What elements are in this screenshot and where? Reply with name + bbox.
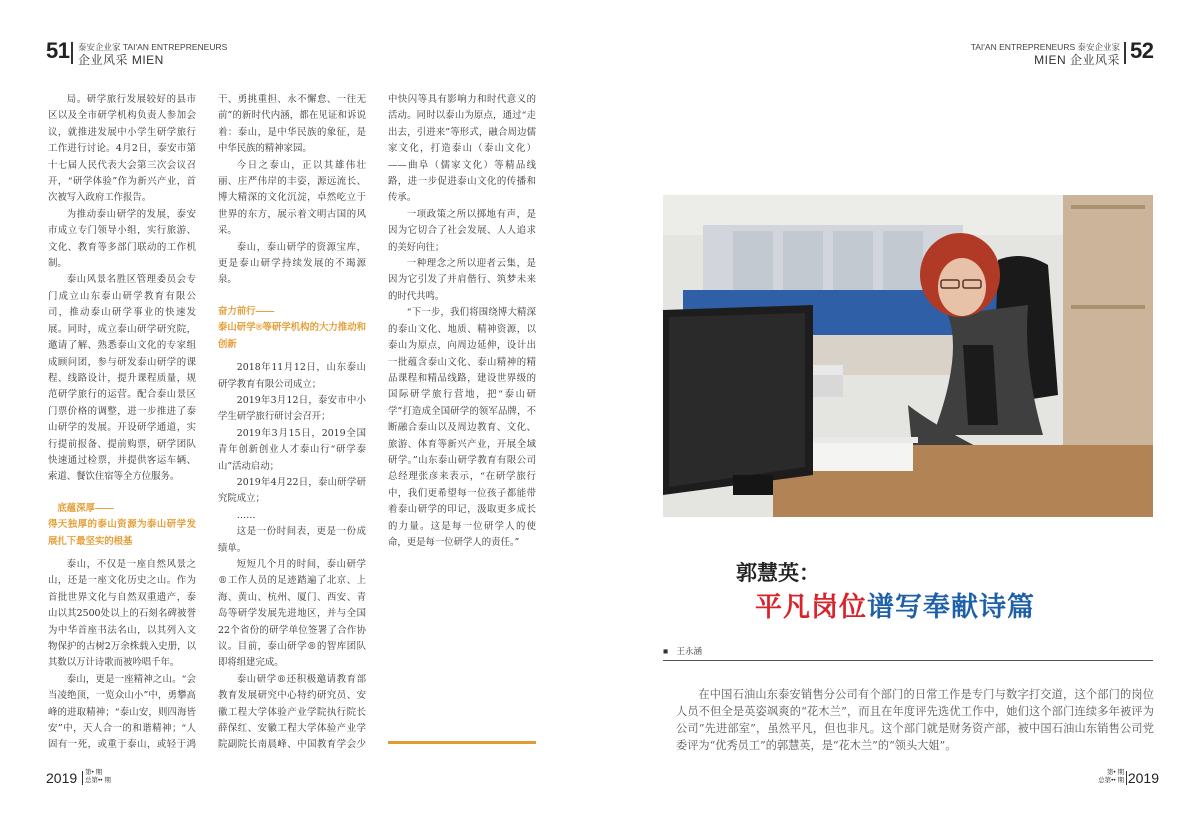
issue-number: 第• 期 bbox=[1106, 769, 1124, 776]
article-end-rule bbox=[388, 741, 536, 744]
footer-year-right bbox=[1119, 770, 1159, 786]
paragraph: 泰山，更是一座精神之山。“会当凌绝顶，一览众山小”中，勇攀高峰的进取精神；“泰山安，则四海皆安”中，天人合一的和谐精神；“人固有一死，或重于泰山，或轻于鸿 bbox=[48, 673, 196, 751]
subhead-title: 奋力前行—— bbox=[218, 304, 275, 316]
subhead-title: 底蕴深厚—— bbox=[57, 501, 114, 513]
footer-year-left bbox=[46, 770, 77, 786]
header-divider-left bbox=[71, 42, 73, 64]
paragraph: 泰山研学®还积极邀请教育部教育发展研究中心特约研究员、安徽工程大学体验产业学院执行院长薛保红、安徽工程大学体验产业学院副院长南晨峰、中国教育学会少 bbox=[218, 673, 366, 751]
paragraph bbox=[388, 551, 536, 552]
headline-blue-part: 谱写奉献诗篇 bbox=[867, 592, 1035, 623]
section-label-right: MIEN 企业风采 bbox=[1034, 53, 1120, 67]
office-scene-illustration bbox=[663, 195, 1153, 517]
byline-rule bbox=[663, 660, 1153, 661]
paragraph: 这是一份时间表，更是一份成绩单。 bbox=[218, 526, 366, 554]
byline bbox=[663, 645, 702, 657]
total-issue-number: 总第•• 期 bbox=[1098, 777, 1124, 784]
magazine-name-left: 泰安企业家 TAI'AN ENTREPRENEURS bbox=[78, 42, 228, 52]
section-subhead bbox=[218, 303, 366, 352]
section-label-left: 企业风采 MIEN bbox=[78, 53, 164, 67]
paragraph: 2019年4月22日，泰山研学研究院成立； bbox=[218, 476, 366, 505]
footer-divider-left bbox=[82, 771, 83, 785]
paragraph: …… bbox=[236, 509, 256, 521]
headline-red-part: 平凡岗位 bbox=[755, 592, 867, 623]
paragraph: 泰山，不仅是一座自然风景之山，还是一座文化历史之山。作为首批世界文化与自然双重遗产，泰山以其2500处以上的石刻名碑被誉为中华首座书法名山，以其列入文物保护的古树2万余株载入史册，以其数以万计诗歌而被吟唱千年。 bbox=[48, 558, 196, 669]
article-headline bbox=[755, 585, 1035, 624]
paragraph: 中快闪等具有影响力和时代意义的活动。同时以泰山为原点，通过“走出去，引进来”等形式，融合周边儒家文化，打造泰山（泰山文化）——曲阜（儒家文化）等精品线路，进一步促进泰山文化的传播和传承。 bbox=[388, 94, 536, 204]
paragraph: 2018年11月12日，山东泰山研学教育有限公司成立； bbox=[218, 362, 366, 390]
footer-year: 2019 bbox=[46, 770, 78, 786]
article-name-heading: 郭慧英： bbox=[736, 560, 820, 585]
article-column-3 bbox=[388, 92, 536, 552]
paragraph: 泰山风景名胜区管理委员会专门成立山东泰山研学教育有限公司，推动泰山研学事业的快速发展。同时，成立泰山研学研究院，邀请了解、熟悉泰山文化的专家组成顾问团，参与研发泰山研学的课程、线路设计，提升课程质量，规范研学旅行的运营。配合泰山景区门票价格的调整，进一步推进了泰山研学的发展。开设研学通道，实行提前报备、提前购票，研学团队快速通过检票，并提供客运车辆、索道、餐饮住宿等全方位服务。 bbox=[48, 274, 196, 483]
article-column-1 bbox=[48, 92, 196, 752]
magazine-name-right: TAI'AN ENTREPRENEURS 泰安企业家 bbox=[970, 42, 1120, 52]
author-name: 王永涵 bbox=[676, 646, 703, 656]
portrait-photo bbox=[663, 195, 1153, 517]
page-number-left: 51 bbox=[46, 38, 70, 63]
footer-issue-left bbox=[85, 769, 111, 785]
paragraph: 为推动泰山研学的发展，泰安市成立专门领导小组，实行旅游、文化、教育等多部门联动的工作机制。 bbox=[48, 208, 196, 270]
paragraph: 短短几个月的时间，泰山研学®工作人员的足迹踏遍了北京、上海、黄山、杭州、厦门、西安、青岛等研学发展先进地区，并与全国22个省份的研学单位签署了合作协议。目前，泰山研学®的智库团队即将组建完成。 bbox=[218, 558, 366, 669]
paragraph: 2019年3月15日，2019全国青年创新创业人才泰山行“研学泰山”活动启动； bbox=[218, 427, 366, 472]
footer-year: 2019 bbox=[1127, 770, 1159, 786]
page-number-right: 52 bbox=[1130, 38, 1154, 63]
issue-number: 第• 期 bbox=[85, 769, 103, 776]
paragraph: 2019年3月12日，泰安市中小学生研学旅行研讨会召开； bbox=[218, 394, 366, 423]
paragraph: 今日之泰山，正以其雄伟壮丽、庄严伟岸的丰姿，源远流长、博大精深的文化沉淀，卓然屹立于世界的东方，展示着文明古国的风采。 bbox=[218, 159, 366, 237]
paragraph: 局。研学旅行发展较好的县市区以及全市研学机构负责人参加会议，就推进发展中小学生研学旅行工作进行讨论。4月2日，泰安市第十七届人民代表大会第三次会议召开，“研学体验”作为新兴产业，首次被写入政府工作报告。 bbox=[48, 94, 196, 204]
paragraph: 一种理念之所以迎者云集，是因为它引发了并肩偕行、筑梦未来的时代共鸣。 bbox=[388, 258, 536, 302]
paragraph: 干、勇挑重担、永不懈怠、一往无前”的新时代内涵，都在见证和诉说着：泰山，是中华民族的象征，是中华民族的精神家园。 bbox=[218, 94, 366, 155]
subhead-text: 泰山研学®等研学机构的大力推动和创新 bbox=[218, 321, 366, 349]
header-divider-right bbox=[1124, 42, 1126, 64]
lead-text: 在中国石油山东泰安销售分公司有个部门的日常工作是专门与数字打交道，这个部门的岗位人员不但全是英姿飒爽的“花木兰”，而且在年度评先选优工作中，她们这个部门连续多年被评为公司“先进部室”，虽然平凡，但也非凡。这个部门就是财务资产部，被中国石油山东销售公司党委评为“优秀员工”的郭慧英，是“花木兰”的“领头大姐”。 bbox=[676, 688, 1154, 752]
total-issue-number: 总第•• 期 bbox=[85, 777, 111, 784]
article-column-2 bbox=[218, 92, 366, 752]
paragraph: 一项政策之所以掷地有声，是因为它切合了社会发展、人人追求的美好向往； bbox=[388, 208, 536, 253]
byline-marker: ■ bbox=[663, 646, 669, 656]
lead-paragraph bbox=[676, 686, 1154, 754]
paragraph: “下一步，我们将围绕博大精深的泰山文化、地质、精神资源，以泰山为原点，向周边延伸，设计出一批蕴含泰山文化、泰山精神的精品课程和精品线路，建设世界级的国际研学旅行营地，把“泰山研学”打造成全国研学的领军品牌，不断融合泰山以及周边教育、文化、旅游、体育等新兴产业，开展全域研学。”山东泰山研学教育有限公司总经理张彦来表示，“在研学旅行中，我们更希望每一位孩子都能带着泰山研学的印记，汲取更多成长的力量。这是每一位研学人的使命，更是每一位研学人的责任。” bbox=[388, 307, 536, 548]
subhead-text: 得天独厚的泰山资源为泰山研学发展扎下最坚实的根基 bbox=[48, 518, 196, 546]
section-subhead bbox=[48, 500, 196, 549]
paragraph: 泰山，泰山研学的资源宝库，更是泰山研学持续发展的不竭源泉。 bbox=[218, 241, 366, 286]
